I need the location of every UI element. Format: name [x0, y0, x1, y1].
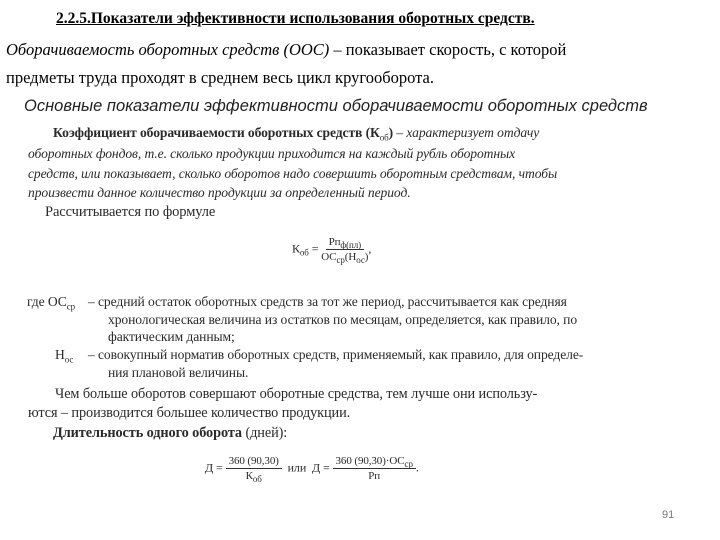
f1-den-sub: ср	[336, 255, 345, 266]
coef-line-3: средств, или показывает, сколько оборотов надо совершить оборотным средствам, чтобы	[28, 166, 558, 181]
def1-line-2: хронологическая величина из остатков по месяцам, определяется, как правило, по	[108, 312, 578, 327]
f1-den2-sub: ос	[356, 255, 365, 266]
intro-line-2: предметы труда проходят в среднем весь цикл кругооборота.	[6, 68, 434, 87]
f1-lhs-sub: об	[299, 247, 309, 258]
f2-num: 360 (90,30)	[226, 454, 282, 469]
duration-rest: (дней):	[241, 425, 288, 441]
f2-den: К	[245, 470, 253, 482]
where-text: где ОС	[27, 294, 67, 309]
f1-fraction	[321, 235, 368, 264]
f2-fraction-2	[333, 454, 416, 483]
def2-symbol	[55, 347, 73, 363]
section-title: 2.2.5.Показатели эффективности использования оборотных средств.	[56, 10, 535, 27]
f2-lhs2: Д =	[311, 460, 330, 475]
f2-lhs: Д =	[205, 460, 223, 475]
def2-sym: Н	[55, 347, 65, 362]
coef-term: Коэффициент оборачиваемости оборотных средств (К	[53, 125, 380, 140]
duration-label	[53, 425, 287, 442]
coef-line-4: произвести данное количество продукции за определенный период.	[28, 185, 411, 200]
def2-line-1: – совокупный норматив оборотных средств, применяемый, как правило, для определе-	[88, 347, 584, 362]
intro-text: – показывает скорость, с которой	[329, 40, 567, 59]
f1-den: ОС	[321, 251, 337, 263]
more-line-2: ются – производится большее количество продукции.	[28, 405, 351, 421]
duration-term: Длительность одного оборота	[53, 425, 242, 441]
subtitle: Основные показатели эффективности оборачиваемости оборотных средств	[24, 97, 648, 115]
f2-num2: 360 (90,30)·ОС	[335, 455, 405, 467]
f2-den-sub: об	[252, 474, 262, 485]
calc-label: Рассчитывается по формуле	[45, 204, 216, 220]
def1-line-3: фактическим данным;	[108, 329, 235, 344]
f2-fraction-1	[226, 454, 282, 483]
where-sub: ср	[66, 301, 75, 312]
def2-sub: ос	[64, 354, 74, 365]
def2-line-2: ния плановой величины.	[108, 365, 249, 380]
formula-duration: Д = $\frac{360 (90,30)}{К_{об}}$ или Д = $\frac{360 (90,30)\cdot ОС_{ср}}{Рп}$ .	[205, 455, 419, 485]
coef-close: )	[388, 125, 394, 140]
coef-sub: об	[379, 132, 389, 143]
f2-den2: Рп	[368, 470, 381, 482]
more-line-1: Чем больше оборотов совершают оборотные средства, тем лучше они использу-	[55, 386, 538, 402]
coef-rest: – характеризует отдачу	[393, 125, 540, 140]
f2-num2-sub: ср	[404, 459, 413, 470]
intro-term: Оборачиваемость оборотных средств (ООС)	[6, 40, 330, 59]
coef-line-2: оборотных фондов, т.е. сколько продукции приходится на каждый рубль оборотных	[28, 146, 516, 161]
page-number: 91	[662, 509, 675, 521]
f1-num-sub: ф(пл)	[340, 240, 362, 251]
coef-line-1	[53, 125, 539, 141]
f2-or: или	[287, 460, 307, 475]
where-label	[27, 294, 75, 310]
f1-den2: (Н	[344, 251, 357, 263]
formula-koef: $К_{об}$ = $\frac{Рп_{ф(пл)}}{ОС_{ср}(Н_{ос})}$ ,	[292, 236, 372, 266]
f1-lhs: К	[292, 241, 300, 256]
intro-line-1	[6, 40, 566, 60]
f1-num: Рп	[328, 236, 341, 248]
def1-line-1: – средний остаток оборотных средств за тот же период, рассчитывается как средняя	[88, 294, 567, 309]
f1-den-close: )	[364, 251, 369, 263]
